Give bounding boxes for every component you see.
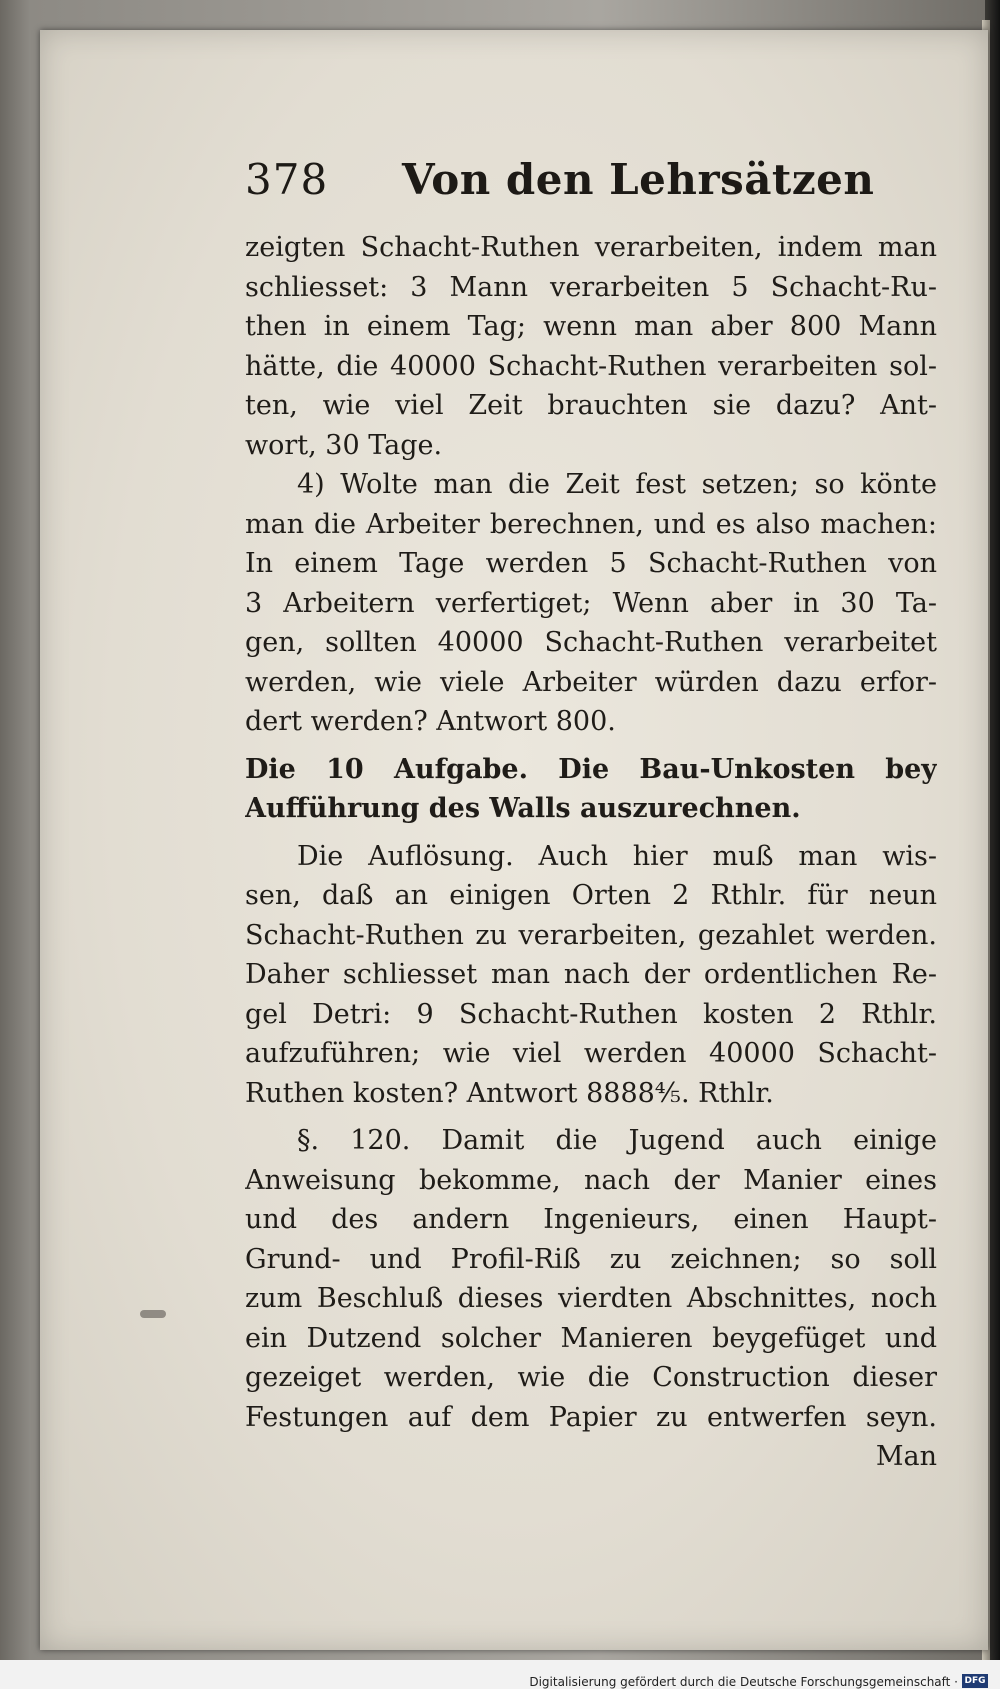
text-line: Festungen auf dem Papier zu entwerfen seyn. — [245, 1401, 937, 1433]
text-line: Anweisung bekomme, nach der Manier eines — [245, 1164, 937, 1196]
text-line: sen, daß an einigen Orten 2 Rthlr. für neun — [245, 880, 937, 911]
running-head: Von den Lehrsätzen — [402, 155, 875, 204]
text-line: zeigten Schacht-Ruthen verarbeiten, indem man — [245, 232, 937, 263]
text-line: zum Beschluß dieses vierdten Abschnittes, noch — [245, 1283, 937, 1314]
text-line: werden, wie viele Arbeiter würden dazu erfor- — [245, 666, 937, 698]
text-line: ten, wie viel Zeit brauchten sie dazu? Ant- — [245, 390, 937, 421]
page-number: 378 — [245, 155, 329, 204]
body-text — [245, 228, 937, 1477]
text-line: hätte, die 40000 Schacht-Ruthen verarbeiten sol- — [245, 350, 937, 382]
problem-heading: Die 10 Aufgabe. Die Bau-Unkosten bey — [245, 753, 937, 785]
text-line: ein Dutzend solcher Manieren beygefüget und — [245, 1322, 937, 1354]
section-line: §. 120. Damit die Jugend auch einige — [297, 1125, 937, 1156]
text-line: gezeiget werden, wie die Construction dieser — [245, 1362, 937, 1393]
text-line: aufzuführen; wie viel werden 40000 Schacht- — [245, 1038, 937, 1069]
ink-smudge — [140, 1310, 166, 1318]
funding-credit: Digitalisierung gefördert durch die Deutsche Forschungsgemeinschaft · — [529, 1675, 958, 1689]
text-line: und des andern Ingenieurs, einen Haupt- — [245, 1204, 937, 1235]
page-header — [245, 155, 965, 215]
problem-heading: Aufführung des Walls auszurechnen. — [245, 793, 801, 824]
solution-line: Die Auflösung. Auch hier muß man wis- — [297, 840, 937, 872]
text-line: Schacht-Ruthen zu verarbeiten, gezahlet werden. — [245, 919, 937, 951]
dfg-logo: DFG — [962, 1674, 988, 1688]
text-line: Grund- und Profil-Riß zu zeichnen; so soll — [245, 1243, 937, 1275]
text-line: Daher schliesset man nach der ordentlichen Re- — [245, 959, 937, 990]
text-line: 4) Wolte man die Zeit fest setzen; so könte — [297, 469, 937, 500]
text-line: dert werden? Antwort 800. — [245, 706, 616, 737]
text-line: then in einem Tag; wenn man aber 800 Mann — [245, 311, 937, 342]
text-line: man die Arbeiter berechnen, und es also machen: — [245, 508, 937, 540]
text-line: wort, 30 Tage. — [245, 429, 443, 461]
text-line: schliesset: 3 Mann verarbeiten 5 Schacht-Ru- — [245, 271, 937, 303]
text-line: 3 Arbeitern verfertiget; Wenn aber in 30 Ta- — [245, 587, 937, 619]
catchword: Man — [875, 1441, 937, 1472]
text-line: gel Detri: 9 Schacht-Ruthen kosten 2 Rthlr. — [245, 998, 937, 1030]
text-line: In einem Tage werden 5 Schacht-Ruthen von — [245, 548, 937, 579]
text-line: Ruthen kosten? Antwort 8888⅘. Rthlr. — [245, 1077, 774, 1109]
text-line: gen, sollten 40000 Schacht-Ruthen verarbeitet — [245, 627, 937, 658]
